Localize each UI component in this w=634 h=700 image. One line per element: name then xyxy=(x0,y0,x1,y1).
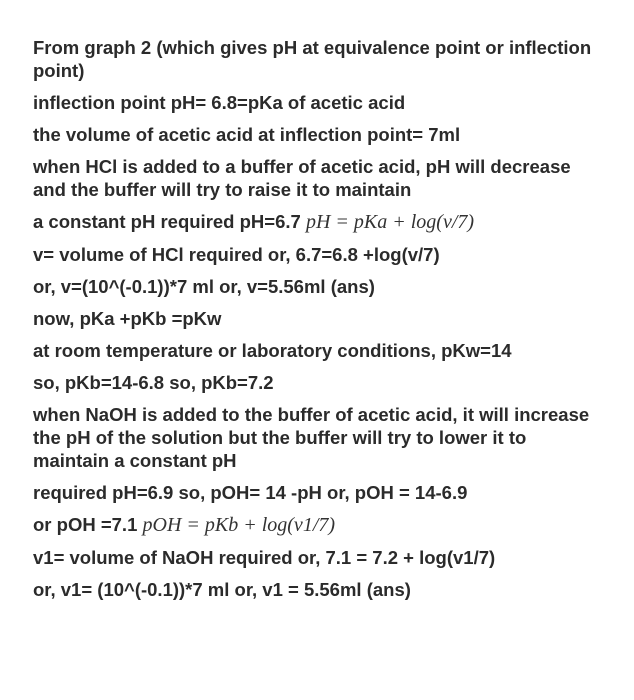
pka-pkb-text: now, pKa +pKb =pKw xyxy=(33,308,222,329)
poh-equation: pOH = pKb + log(v1/7) xyxy=(142,514,336,536)
naoh-volume-line xyxy=(33,546,613,569)
inflection-volume-text: the volume of acetic acid at inflection point= 7ml xyxy=(33,124,461,145)
pkb-text: so, pKb=14-6.8 so, pKb=7.2 xyxy=(33,372,274,393)
solution-document xyxy=(33,36,613,610)
hcl-buffer-line xyxy=(33,155,593,201)
required-ph-text: a constant pH required pH=6.7 xyxy=(33,211,301,232)
naoh-answer-text: or, v1= (10^(-0.1))*7 ml or, v1 = 5.56ml (ans) xyxy=(33,579,411,600)
intro-graph-text: From graph 2 (which gives pH at equivalence point or inflection point) xyxy=(33,37,592,81)
hcl-buffer-text: when HCl is added to a buffer of acetic acid, pH will decrease and the buffer will try to raise it to maintain xyxy=(33,156,571,200)
inflection-volume-line xyxy=(33,123,613,146)
naoh-answer-line xyxy=(33,578,613,601)
pkw-line xyxy=(33,339,613,362)
naoh-volume-text: v1= volume of NaOH required or, 7.1 = 7.2 + log(v1/7) xyxy=(33,547,496,568)
pka-pkb-line xyxy=(33,307,613,330)
hcl-answer-text: or, v=(10^(-0.1))*7 ml or, v=5.56ml (ans) xyxy=(33,276,375,297)
ph-equation: pH = pKa + log(v/7) xyxy=(305,211,475,233)
intro-graph-line xyxy=(33,36,593,82)
hcl-volume-text: v= volume of HCl required or, 6.7=6.8 +log(v/7) xyxy=(33,244,440,265)
hcl-answer-line xyxy=(33,275,613,298)
required-poh-line xyxy=(33,481,613,504)
naoh-buffer-text: when NaOH is added to the buffer of acetic acid, it will increase the pH of the solution but the buffer will try to lower it to maintain a constant pH xyxy=(33,404,590,471)
required-ph-line xyxy=(33,210,613,234)
poh-value-line xyxy=(33,513,613,537)
hcl-volume-line xyxy=(33,243,613,266)
pkb-line xyxy=(33,371,613,394)
inflection-ph-line xyxy=(33,91,613,114)
required-poh-text: required pH=6.9 so, pOH= 14 -pH or, pOH = 14-6.9 xyxy=(33,482,468,503)
naoh-buffer-line xyxy=(33,403,603,472)
poh-value-text: or pOH =7.1 xyxy=(33,514,138,535)
pkw-text: at room temperature or laboratory conditions, pKw=14 xyxy=(33,340,512,361)
inflection-ph-text: inflection point pH= 6.8=pKa of acetic acid xyxy=(33,92,406,113)
